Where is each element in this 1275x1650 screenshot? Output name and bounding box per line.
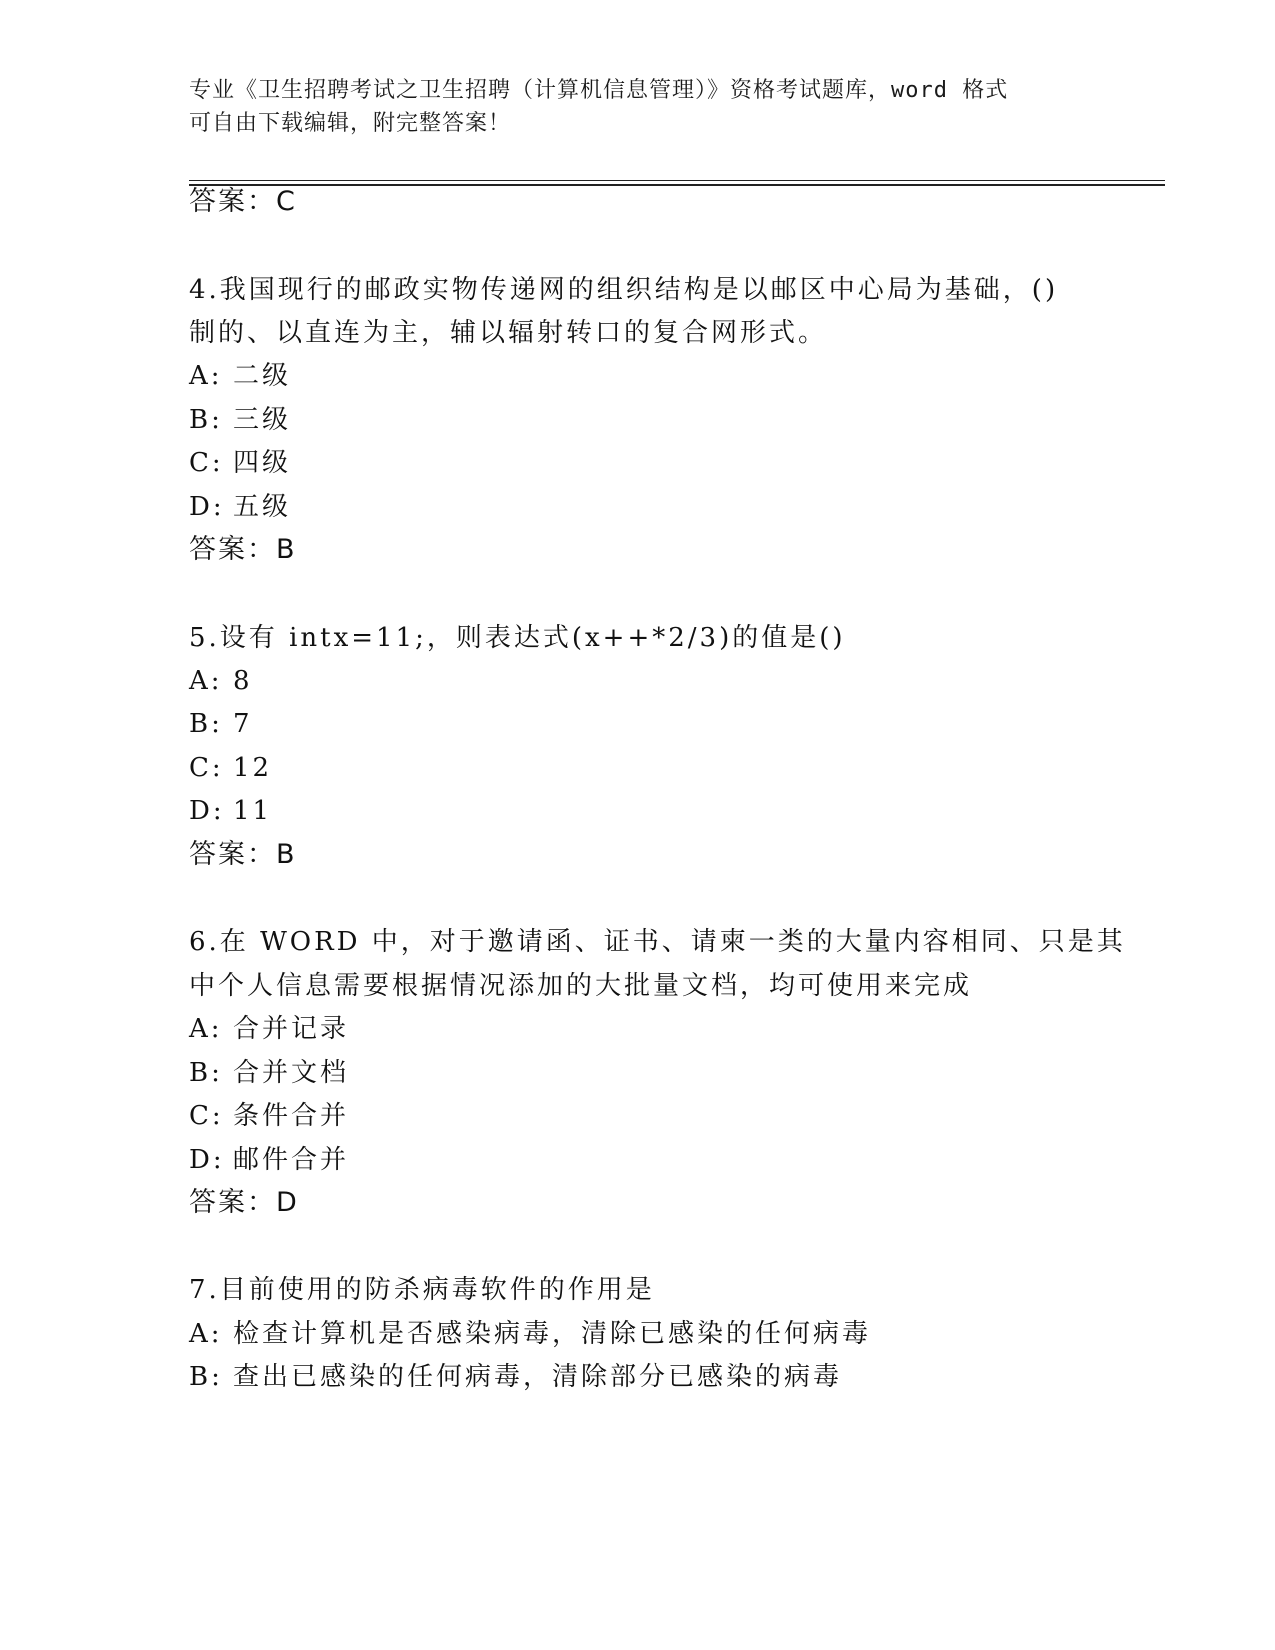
option-text: 四级 — [233, 448, 292, 478]
option-text: 12 — [233, 753, 273, 783]
option-text: 三级 — [233, 405, 292, 435]
question-4-option-c — [189, 447, 291, 479]
option-label: C: — [189, 448, 224, 478]
question-4-option-b — [189, 404, 291, 436]
option-text: 8 — [233, 666, 253, 696]
question-6-option-a — [189, 1013, 349, 1045]
question-6-option-d — [189, 1144, 349, 1176]
option-label: C: — [189, 1101, 224, 1131]
answer-q6: 答案：D — [189, 1187, 299, 1218]
question-6-option-c — [189, 1100, 349, 1132]
option-label: B: — [189, 1058, 223, 1088]
question-4-line-1: 4.我国现行的邮政实物传递网的组织结构是以邮区中心局为基础，() — [189, 275, 1059, 305]
option-text: 五级 — [233, 492, 292, 522]
option-text: 检查计算机是否感染病毒，清除已感染的任何病毒 — [233, 1319, 872, 1349]
answer-q5: 答案：B — [189, 839, 297, 870]
option-text: 邮件合并 — [233, 1145, 350, 1175]
option-text: 11 — [233, 796, 273, 826]
option-text: 二级 — [233, 361, 292, 391]
question-6-line-2: 中个人信息需要根据情况添加的大批量文档，均可使用来完成 — [189, 971, 973, 1001]
header-line-2: 可自由下载编辑，附完整答案！ — [189, 111, 512, 136]
option-label: A: — [189, 1319, 223, 1349]
option-label: B: — [189, 405, 223, 435]
document-header — [189, 74, 1089, 140]
option-label: B: — [189, 1362, 223, 1392]
option-label: D: — [189, 796, 225, 826]
option-text: 7 — [233, 709, 253, 739]
option-label: D: — [189, 492, 225, 522]
option-label: A: — [189, 666, 223, 696]
option-label: C: — [189, 753, 224, 783]
question-7-line-1: 7.目前使用的防杀病毒软件的作用是 — [189, 1275, 655, 1305]
question-4-option-d — [189, 491, 291, 523]
answer-q4: 答案：B — [189, 534, 297, 565]
option-label: A: — [189, 1014, 223, 1044]
header-divider-thick — [189, 184, 1165, 186]
option-text: 合并记录 — [233, 1014, 350, 1044]
question-5-option-d — [189, 795, 272, 827]
answer-q3: 答案：C — [189, 186, 297, 217]
option-label: A: — [189, 361, 223, 391]
question-5-option-a — [189, 665, 253, 697]
option-label: B: — [189, 709, 223, 739]
question-6-line-1: 6.在 WORD 中，对于邀请函、证书、请柬一类的大量内容相同、只是其 — [189, 927, 1126, 957]
question-5-line-1: 5.设有 intx=11;，则表达式(x++*2/3)的值是() — [189, 623, 846, 653]
question-4-line-2: 制的、以直连为主，辅以辐射转口的复合网形式。 — [189, 318, 828, 348]
question-4-option-a — [189, 360, 291, 392]
option-text: 条件合并 — [233, 1101, 350, 1131]
option-label: D: — [189, 1145, 225, 1175]
option-text: 合并文档 — [233, 1058, 350, 1088]
question-5-option-c — [189, 752, 272, 784]
question-5-option-b — [189, 708, 253, 740]
header-divider-thin — [189, 180, 1165, 181]
question-7-option-a — [189, 1318, 871, 1350]
question-7-option-b — [189, 1361, 842, 1393]
header-line-1: 专业《卫生招聘考试之卫生招聘（计算机信息管理）》资格考试题库，word 格式 — [189, 78, 1009, 103]
option-text: 查出已感染的任何病毒，清除部分已感染的病毒 — [233, 1362, 843, 1392]
question-6-option-b — [189, 1057, 349, 1089]
